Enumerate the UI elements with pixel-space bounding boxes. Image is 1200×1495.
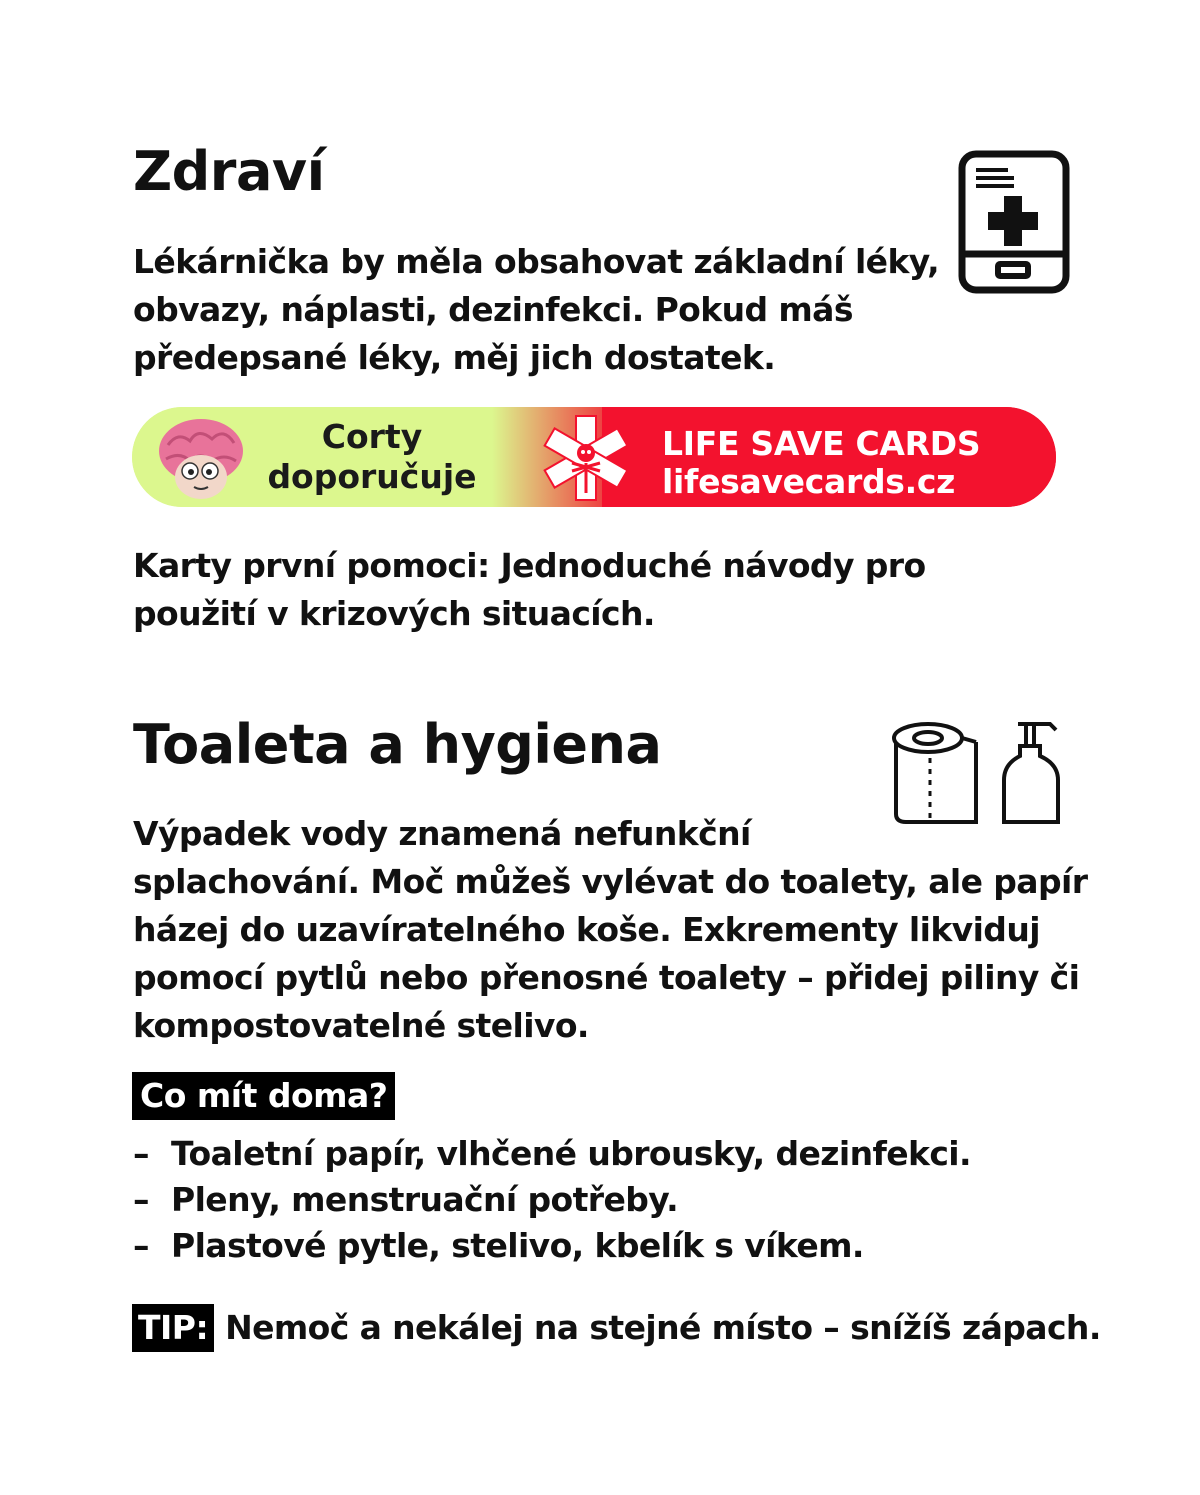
hygiene-title: Toaleta a hygiena <box>133 713 662 776</box>
brand-name: LIFE SAVE CARDS <box>662 424 981 463</box>
hygiene-line: splachování. Moč můžeš vylévat do toalety, ale papír <box>133 862 1088 901</box>
list-item <box>133 1223 1093 1269</box>
tip-line <box>132 1304 1132 1352</box>
first-aid-paragraph <box>133 542 1073 638</box>
hygiene-line: kompostovatelné stelivo. <box>133 1006 589 1045</box>
first-aid-line: Karty první pomoci: Jednoduché návody pro <box>133 546 926 585</box>
lifesavecards-text <box>662 425 980 501</box>
hygiene-paragraph <box>133 810 1093 1050</box>
corty-avatar <box>156 415 246 505</box>
list-item-text: Toaletní papír, vlhčené ubrousky, dezinfekci. <box>171 1134 971 1173</box>
bullet-dash: – <box>133 1180 149 1219</box>
bullet-dash: – <box>133 1134 149 1173</box>
health-title: Zdraví <box>133 140 325 203</box>
list-item <box>133 1131 1093 1177</box>
star-of-life-icon <box>538 413 634 503</box>
list-item-text: Plastové pytle, stelivo, kbelík s víkem. <box>171 1226 864 1265</box>
health-line: obvazy, náplasti, dezinfekci. Pokud máš <box>133 290 853 329</box>
health-paragraph <box>133 238 953 382</box>
bullet-dash: – <box>133 1226 149 1265</box>
hygiene-line: Výpadek vody znamená nefunkční <box>133 814 751 853</box>
first-aid-line: použití v krizových situacích. <box>133 594 655 633</box>
medical-tablet-icon <box>958 150 1070 294</box>
corty-line: doporučuje <box>267 457 477 496</box>
corty-line: Corty <box>321 417 423 456</box>
home-label <box>132 1072 395 1120</box>
hygiene-line: házej do uzavíratelného koše. Exkrementy likviduj <box>133 910 1040 949</box>
lifesavecards-banner[interactable] <box>132 407 1056 507</box>
list-item <box>133 1177 1093 1223</box>
brand-url[interactable]: lifesavecards.cz <box>662 462 956 501</box>
list-item-text: Pleny, menstruační potřeby. <box>171 1180 679 1219</box>
health-line: předepsané léky, měj jich dostatek. <box>133 338 776 377</box>
corty-recommends <box>242 417 502 497</box>
health-line: Lékárnička by měla obsahovat základní léky, <box>133 242 940 281</box>
tip-label: TIP: <box>132 1304 214 1352</box>
home-label-text: Co mít doma? <box>132 1072 395 1120</box>
hygiene-line: pomocí pytlů nebo přenosné toalety – přidej piliny či <box>133 958 1080 997</box>
home-list <box>133 1131 1093 1269</box>
tip-text: Nemoč a nekálej na stejné místo – snížíš zápach. <box>225 1308 1101 1347</box>
